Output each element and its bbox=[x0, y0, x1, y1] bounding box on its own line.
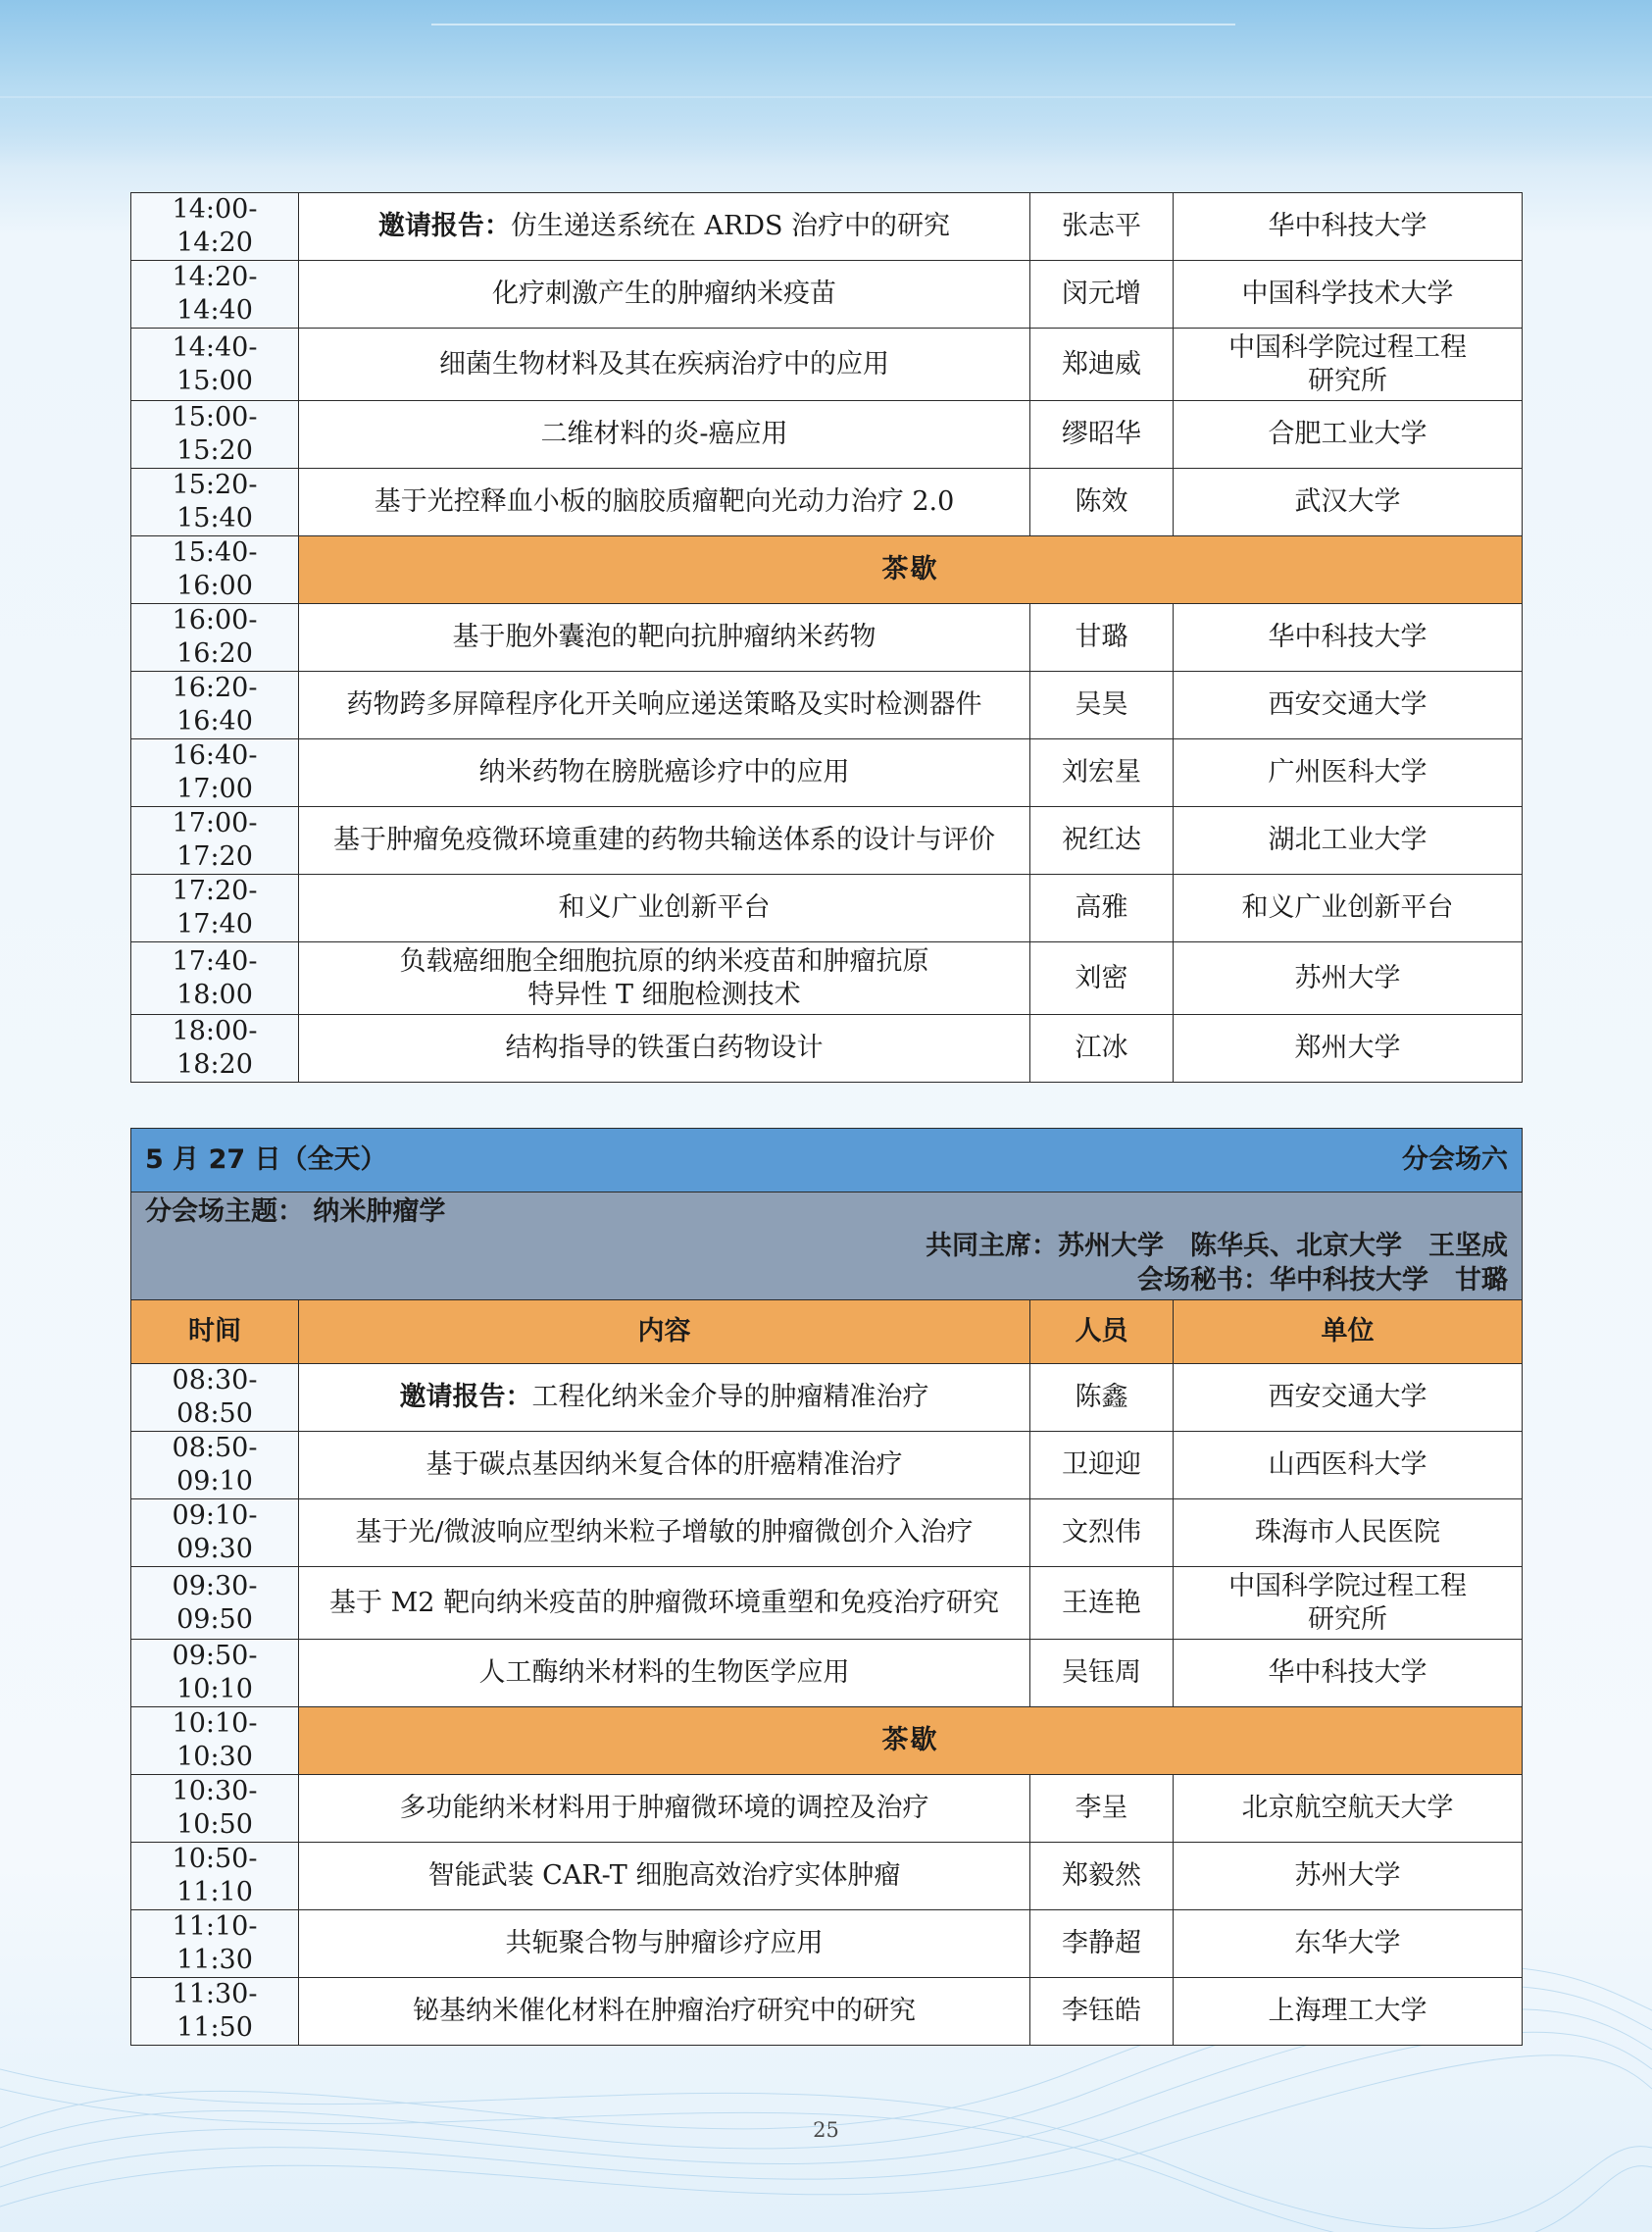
unit-cell: 中国科学技术大学 bbox=[1174, 261, 1523, 329]
speaker-cell: 陈鑫 bbox=[1030, 1364, 1174, 1432]
unit-cell: 苏州大学 bbox=[1174, 942, 1523, 1015]
speaker-cell: 李静超 bbox=[1030, 1910, 1174, 1978]
speaker-cell: 张志平 bbox=[1030, 193, 1174, 261]
speaker-cell: 王连艳 bbox=[1030, 1567, 1174, 1640]
time-cell: 09:30-09:50 bbox=[131, 1567, 299, 1640]
content-cell: 化疗刺激产生的肿瘤纳米疫苗 bbox=[299, 261, 1030, 329]
speaker-cell: 卫迎迎 bbox=[1030, 1432, 1174, 1499]
unit-cell: 东华大学 bbox=[1174, 1910, 1523, 1978]
table-row bbox=[131, 1910, 1523, 1978]
content-cell: 共轭聚合物与肿瘤诊疗应用 bbox=[299, 1910, 1030, 1978]
schedule-table-previous bbox=[130, 192, 1523, 1083]
speaker-cell: 郑迪威 bbox=[1030, 329, 1174, 401]
schedule-table-session6 bbox=[130, 1128, 1523, 2046]
tea-break-cell: 茶歇 bbox=[299, 1707, 1523, 1775]
session-venue: 分会场六 bbox=[1402, 1144, 1508, 1175]
unit-cell: 西安交通大学 bbox=[1174, 672, 1523, 739]
unit-cell bbox=[1174, 1567, 1523, 1640]
content-cell bbox=[299, 193, 1030, 261]
unit-cell: 北京航空航天大学 bbox=[1174, 1775, 1523, 1843]
table-row bbox=[131, 807, 1523, 875]
unit-cell: 上海理工大学 bbox=[1174, 1978, 1523, 2046]
table-row bbox=[131, 401, 1523, 469]
page-number: 25 bbox=[813, 2118, 839, 2142]
table-row bbox=[131, 1567, 1523, 1640]
time-cell: 10:10-10:30 bbox=[131, 1707, 299, 1775]
content-cell: 细菌生物材料及其在疾病治疗中的应用 bbox=[299, 329, 1030, 401]
speaker-cell: 李钰皓 bbox=[1030, 1978, 1174, 2046]
content-cell: 多功能纳米材料用于肿瘤微环境的调控及治疗 bbox=[299, 1775, 1030, 1843]
time-cell: 14:20-14:40 bbox=[131, 261, 299, 329]
content-cell: 纳米药物在膀胱癌诊疗中的应用 bbox=[299, 739, 1030, 807]
unit-cell: 山西医科大学 bbox=[1174, 1432, 1523, 1499]
table-row bbox=[131, 1775, 1523, 1843]
time-cell: 09:10-09:30 bbox=[131, 1499, 299, 1567]
time-cell: 11:10-11:30 bbox=[131, 1910, 299, 1978]
table-row bbox=[131, 1499, 1523, 1567]
content-cell: 基于 M2 靶向纳米疫苗的肿瘤微环境重塑和免疫治疗研究 bbox=[299, 1567, 1030, 1640]
unit-cell: 湖北工业大学 bbox=[1174, 807, 1523, 875]
unit-cell: 苏州大学 bbox=[1174, 1843, 1523, 1910]
header-content: 内容 bbox=[299, 1300, 1030, 1364]
time-cell: 15:20-15:40 bbox=[131, 469, 299, 536]
content-cell: 基于胞外囊泡的靶向抗肿瘤纳米药物 bbox=[299, 604, 1030, 672]
session-header bbox=[131, 1129, 1523, 1192]
talk-title: 仿生递送系统在 ARDS 治疗中的研究 bbox=[510, 211, 951, 241]
invited-label: 邀请报告： bbox=[399, 1382, 532, 1412]
unit-cell: 合肥工业大学 bbox=[1174, 401, 1523, 469]
speaker-cell: 郑毅然 bbox=[1030, 1843, 1174, 1910]
table-row bbox=[131, 739, 1523, 807]
content-cell: 基于光/微波响应型纳米粒子增敏的肿瘤微创介入治疗 bbox=[299, 1499, 1030, 1567]
time-cell: 08:30-08:50 bbox=[131, 1364, 299, 1432]
unit-line-1: 中国科学院过程工程 bbox=[1228, 331, 1467, 363]
content-cell: 基于碳点基因纳米复合体的肝癌精准治疗 bbox=[299, 1432, 1030, 1499]
unit-cell: 和义广业创新平台 bbox=[1174, 875, 1523, 942]
content-cell: 智能武装 CAR-T 细胞高效治疗实体肿瘤 bbox=[299, 1843, 1030, 1910]
table-row bbox=[131, 469, 1523, 536]
content-cell: 和义广业创新平台 bbox=[299, 875, 1030, 942]
unit-line-2: 研究所 bbox=[1308, 365, 1387, 396]
content-cell: 结构指导的铁蛋白药物设计 bbox=[299, 1015, 1030, 1083]
speaker-cell: 吴昊 bbox=[1030, 672, 1174, 739]
time-cell: 09:50-10:10 bbox=[131, 1640, 299, 1707]
session-date-row bbox=[131, 1129, 1523, 1192]
content-cell: 人工酶纳米材料的生物医学应用 bbox=[299, 1640, 1030, 1707]
time-cell: 08:50-09:10 bbox=[131, 1432, 299, 1499]
tea-break-cell: 茶歇 bbox=[299, 536, 1523, 604]
invited-label: 邀请报告： bbox=[377, 211, 511, 241]
content-cell bbox=[299, 942, 1030, 1015]
session-info-row bbox=[131, 1192, 1523, 1300]
time-cell: 16:20-16:40 bbox=[131, 672, 299, 739]
break-row bbox=[131, 1707, 1523, 1775]
time-cell: 16:40-17:00 bbox=[131, 739, 299, 807]
unit-cell: 郑州大学 bbox=[1174, 1015, 1523, 1083]
session-chairs: 共同主席：苏州大学 陈华兵、北京大学 王坚成 bbox=[926, 1231, 1508, 1261]
table-row bbox=[131, 1978, 1523, 2046]
speaker-cell: 江冰 bbox=[1030, 1015, 1174, 1083]
unit-cell: 珠海市人民医院 bbox=[1174, 1499, 1523, 1567]
unit-cell: 西安交通大学 bbox=[1174, 1364, 1523, 1432]
speaker-cell: 刘宏星 bbox=[1030, 739, 1174, 807]
title-line-2: 特异性 T 细胞检测技术 bbox=[527, 979, 801, 1010]
session-secretary: 会场秘书：华中科技大学 甘璐 bbox=[1137, 1265, 1508, 1295]
speaker-cell: 文烈伟 bbox=[1030, 1499, 1174, 1567]
speaker-cell: 陈效 bbox=[1030, 469, 1174, 536]
table-row bbox=[131, 1843, 1523, 1910]
session-date: 5 月 27 日（全天） bbox=[145, 1144, 387, 1175]
content-cell: 基于光控释血小板的脑胶质瘤靶向光动力治疗 2.0 bbox=[299, 469, 1030, 536]
table-row bbox=[131, 261, 1523, 329]
speaker-cell: 祝红达 bbox=[1030, 807, 1174, 875]
table-row bbox=[131, 1364, 1523, 1432]
session-theme: 分会场主题： 纳米肿瘤学 bbox=[145, 1196, 446, 1227]
speaker-cell: 高雅 bbox=[1030, 875, 1174, 942]
table-row bbox=[131, 672, 1523, 739]
speaker-cell: 缪昭华 bbox=[1030, 401, 1174, 469]
speaker-cell: 吴钰周 bbox=[1030, 1640, 1174, 1707]
column-header-row bbox=[131, 1300, 1523, 1364]
table-row bbox=[131, 1015, 1523, 1083]
content-cell: 基于肿瘤免疫微环境重建的药物共输送体系的设计与评价 bbox=[299, 807, 1030, 875]
content-cell bbox=[299, 1364, 1030, 1432]
unit-cell bbox=[1174, 329, 1523, 401]
content-cell: 二维材料的炎-癌应用 bbox=[299, 401, 1030, 469]
unit-cell: 武汉大学 bbox=[1174, 469, 1523, 536]
speaker-cell: 甘璐 bbox=[1030, 604, 1174, 672]
unit-cell: 广州医科大学 bbox=[1174, 739, 1523, 807]
time-cell: 10:50-11:10 bbox=[131, 1843, 299, 1910]
unit-line-2: 研究所 bbox=[1308, 1603, 1387, 1635]
session-info bbox=[131, 1192, 1523, 1300]
table-row bbox=[131, 942, 1523, 1015]
time-cell: 18:00-18:20 bbox=[131, 1015, 299, 1083]
time-cell: 17:00-17:20 bbox=[131, 807, 299, 875]
table-row bbox=[131, 329, 1523, 401]
time-cell: 15:00-15:20 bbox=[131, 401, 299, 469]
speaker-cell: 闵元增 bbox=[1030, 261, 1174, 329]
header-unit: 单位 bbox=[1174, 1300, 1523, 1364]
table-row bbox=[131, 1640, 1523, 1707]
table-row bbox=[131, 1432, 1523, 1499]
break-row bbox=[131, 536, 1523, 604]
unit-cell: 华中科技大学 bbox=[1174, 1640, 1523, 1707]
time-cell: 16:00-16:20 bbox=[131, 604, 299, 672]
time-cell: 14:00-14:20 bbox=[131, 193, 299, 261]
table-row bbox=[131, 604, 1523, 672]
time-cell: 17:20-17:40 bbox=[131, 875, 299, 942]
time-cell: 17:40-18:00 bbox=[131, 942, 299, 1015]
table-row bbox=[131, 193, 1523, 261]
header-time: 时间 bbox=[131, 1300, 299, 1364]
time-cell: 14:40-15:00 bbox=[131, 329, 299, 401]
header-decoration bbox=[0, 0, 1652, 167]
speaker-cell: 李呈 bbox=[1030, 1775, 1174, 1843]
speaker-cell: 刘密 bbox=[1030, 942, 1174, 1015]
time-cell: 15:40-16:00 bbox=[131, 536, 299, 604]
talk-title: 工程化纳米金介导的肿瘤精准治疗 bbox=[531, 1382, 929, 1412]
content-cell: 铋基纳米催化材料在肿瘤治疗研究中的研究 bbox=[299, 1978, 1030, 2046]
unit-cell: 华中科技大学 bbox=[1174, 193, 1523, 261]
content-cell: 药物跨多屏障程序化开关响应递送策略及实时检测器件 bbox=[299, 672, 1030, 739]
title-line-1: 负载癌细胞全细胞抗原的纳米疫苗和肿瘤抗原 bbox=[399, 945, 929, 977]
unit-cell: 华中科技大学 bbox=[1174, 604, 1523, 672]
header-person: 人员 bbox=[1030, 1300, 1174, 1364]
time-cell: 11:30-11:50 bbox=[131, 1978, 299, 2046]
unit-line-1: 中国科学院过程工程 bbox=[1228, 1570, 1467, 1601]
table-row bbox=[131, 875, 1523, 942]
time-cell: 10:30-10:50 bbox=[131, 1775, 299, 1843]
